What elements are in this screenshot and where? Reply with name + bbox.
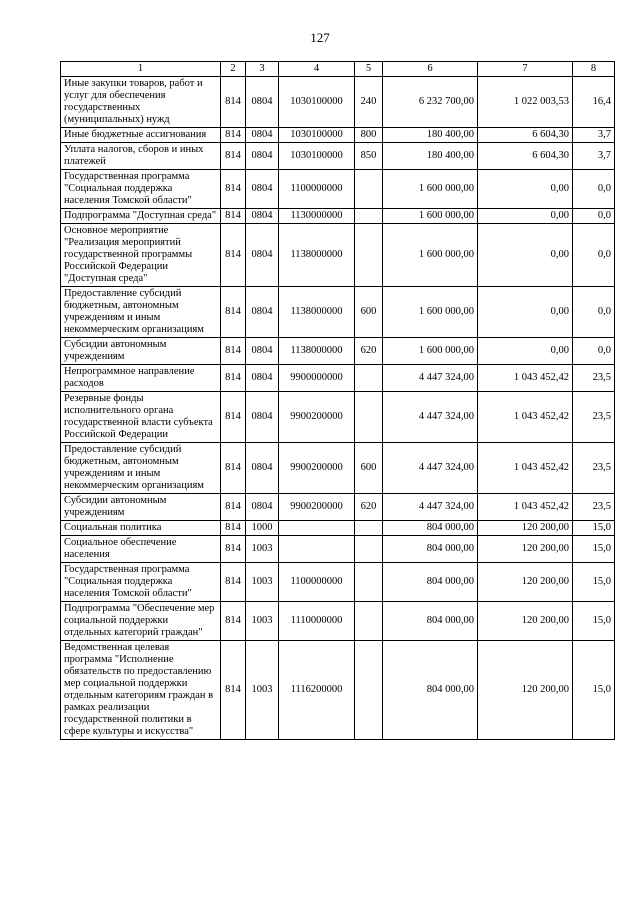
header-row — [61, 62, 615, 77]
planned-amount-cell: 804 000,00 — [383, 563, 478, 602]
execution-percent-cell: 0,0 — [573, 170, 615, 209]
section-code-cell: 0804 — [246, 443, 279, 494]
chief-admin-code-cell: 814 — [221, 602, 246, 641]
expense-type-code-cell — [355, 224, 383, 287]
executed-amount-cell: 0,00 — [478, 338, 573, 365]
chief-admin-code-cell: 814 — [221, 641, 246, 740]
row-name-cell: Иные бюджетные ассигнования — [61, 128, 221, 143]
row-name-cell: Государственная программа "Социальная поддержка населения Томской области" — [61, 563, 221, 602]
column-header: 7 — [478, 62, 573, 77]
row-name-cell: Подпрограмма "Обеспечение мер социальной поддержки отдельных категорий граждан" — [61, 602, 221, 641]
planned-amount-cell: 6 232 700,00 — [383, 77, 478, 128]
expense-type-code-cell: 620 — [355, 494, 383, 521]
planned-amount-cell: 4 447 324,00 — [383, 443, 478, 494]
target-item-code-cell: 9900200000 — [279, 392, 355, 443]
target-item-code-cell: 1030100000 — [279, 77, 355, 128]
section-code-cell: 0804 — [246, 392, 279, 443]
chief-admin-code-cell: 814 — [221, 77, 246, 128]
table-row — [61, 536, 615, 563]
table-row — [61, 563, 615, 602]
planned-amount-cell: 180 400,00 — [383, 128, 478, 143]
chief-admin-code-cell: 814 — [221, 536, 246, 563]
executed-amount-cell: 120 200,00 — [478, 602, 573, 641]
expense-type-code-cell — [355, 563, 383, 602]
expense-type-code-cell — [355, 365, 383, 392]
execution-percent-cell: 16,4 — [573, 77, 615, 128]
executed-amount-cell: 120 200,00 — [478, 536, 573, 563]
expense-type-code-cell — [355, 521, 383, 536]
chief-admin-code-cell: 814 — [221, 143, 246, 170]
execution-percent-cell: 0,0 — [573, 224, 615, 287]
execution-percent-cell: 23,5 — [573, 365, 615, 392]
execution-percent-cell: 15,0 — [573, 641, 615, 740]
planned-amount-cell: 1 600 000,00 — [383, 287, 478, 338]
row-name-cell: Государственная программа "Социальная поддержка населения Томской области" — [61, 170, 221, 209]
expense-type-code-cell — [355, 602, 383, 641]
page-number: 127 — [310, 30, 330, 45]
expense-type-code-cell — [355, 209, 383, 224]
section-code-cell: 1003 — [246, 536, 279, 563]
section-code-cell: 0804 — [246, 494, 279, 521]
expense-type-code-cell: 240 — [355, 77, 383, 128]
executed-amount-cell: 6 604,30 — [478, 143, 573, 170]
row-name-cell: Предоставление субсидий бюджетным, автономным учреждениям и иным некоммерческим организациям — [61, 287, 221, 338]
table-row — [61, 641, 615, 740]
row-name-cell: Уплата налогов, сборов и иных платежей — [61, 143, 221, 170]
chief-admin-code-cell: 814 — [221, 392, 246, 443]
execution-percent-cell: 15,0 — [573, 563, 615, 602]
executed-amount-cell: 0,00 — [478, 209, 573, 224]
target-item-code-cell: 1030100000 — [279, 128, 355, 143]
execution-percent-cell: 0,0 — [573, 209, 615, 224]
execution-percent-cell: 23,5 — [573, 443, 615, 494]
table-row — [61, 128, 615, 143]
row-name-cell: Ведомственная целевая программа "Исполнение обязательств по предоставлению мер социальной поддержки отдельным категориям граждан в рамках реализации государственной политики в сфере культуры и искусства" — [61, 641, 221, 740]
row-name-cell: Основное мероприятие "Реализация мероприятий государственной программы Российской Федерации "Доступная среда" — [61, 224, 221, 287]
chief-admin-code-cell: 814 — [221, 209, 246, 224]
chief-admin-code-cell: 814 — [221, 521, 246, 536]
expense-type-code-cell — [355, 392, 383, 443]
column-header: 2 — [221, 62, 246, 77]
section-code-cell: 0804 — [246, 365, 279, 392]
column-header: 8 — [573, 62, 615, 77]
executed-amount-cell: 0,00 — [478, 287, 573, 338]
execution-percent-cell: 0,0 — [573, 338, 615, 365]
target-item-code-cell: 1100000000 — [279, 170, 355, 209]
planned-amount-cell: 4 447 324,00 — [383, 494, 478, 521]
expense-type-code-cell: 600 — [355, 287, 383, 338]
executed-amount-cell: 1 043 452,42 — [478, 443, 573, 494]
executed-amount-cell: 120 200,00 — [478, 641, 573, 740]
planned-amount-cell: 1 600 000,00 — [383, 170, 478, 209]
planned-amount-cell: 1 600 000,00 — [383, 209, 478, 224]
expense-type-code-cell: 620 — [355, 338, 383, 365]
target-item-code-cell: 1110000000 — [279, 602, 355, 641]
row-name-cell: Социальное обеспечение населения — [61, 536, 221, 563]
section-code-cell: 0804 — [246, 209, 279, 224]
section-code-cell: 0804 — [246, 77, 279, 128]
table-row — [61, 77, 615, 128]
section-code-cell: 1003 — [246, 563, 279, 602]
section-code-cell: 1000 — [246, 521, 279, 536]
table-row — [61, 494, 615, 521]
executed-amount-cell: 1 043 452,42 — [478, 365, 573, 392]
column-header: 3 — [246, 62, 279, 77]
target-item-code-cell: 9900200000 — [279, 494, 355, 521]
expense-type-code-cell — [355, 641, 383, 740]
execution-percent-cell: 23,5 — [573, 494, 615, 521]
target-item-code-cell: 9900000000 — [279, 365, 355, 392]
chief-admin-code-cell: 814 — [221, 224, 246, 287]
expense-type-code-cell — [355, 170, 383, 209]
planned-amount-cell: 804 000,00 — [383, 536, 478, 563]
execution-percent-cell: 15,0 — [573, 521, 615, 536]
execution-percent-cell: 23,5 — [573, 392, 615, 443]
table-row — [61, 143, 615, 170]
executed-amount-cell: 1 043 452,42 — [478, 392, 573, 443]
section-code-cell: 1003 — [246, 602, 279, 641]
row-name-cell: Субсидии автономным учреждениям — [61, 338, 221, 365]
planned-amount-cell: 804 000,00 — [383, 641, 478, 740]
row-name-cell: Социальная политика — [61, 521, 221, 536]
executed-amount-cell: 0,00 — [478, 224, 573, 287]
target-item-code-cell: 1116200000 — [279, 641, 355, 740]
budget-table — [60, 61, 615, 740]
chief-admin-code-cell: 814 — [221, 494, 246, 521]
section-code-cell: 0804 — [246, 128, 279, 143]
column-header: 4 — [279, 62, 355, 77]
target-item-code-cell: 1138000000 — [279, 338, 355, 365]
expense-type-code-cell: 850 — [355, 143, 383, 170]
executed-amount-cell: 1 043 452,42 — [478, 494, 573, 521]
planned-amount-cell: 4 447 324,00 — [383, 392, 478, 443]
executed-amount-cell: 120 200,00 — [478, 563, 573, 602]
section-code-cell: 0804 — [246, 287, 279, 338]
chief-admin-code-cell: 814 — [221, 287, 246, 338]
chief-admin-code-cell: 814 — [221, 365, 246, 392]
execution-percent-cell: 15,0 — [573, 602, 615, 641]
target-item-code-cell: 1100000000 — [279, 563, 355, 602]
chief-admin-code-cell: 814 — [221, 170, 246, 209]
table-row — [61, 338, 615, 365]
target-item-code-cell: 1138000000 — [279, 224, 355, 287]
executed-amount-cell: 1 022 003,53 — [478, 77, 573, 128]
column-header: 1 — [61, 62, 221, 77]
expense-type-code-cell: 800 — [355, 128, 383, 143]
execution-percent-cell: 15,0 — [573, 536, 615, 563]
planned-amount-cell: 180 400,00 — [383, 143, 478, 170]
section-code-cell: 0804 — [246, 143, 279, 170]
executed-amount-cell: 120 200,00 — [478, 521, 573, 536]
table-row — [61, 521, 615, 536]
table-row — [61, 287, 615, 338]
row-name-cell: Предоставление субсидий бюджетным, автономным учреждениям и иным некоммерческим организациям — [61, 443, 221, 494]
planned-amount-cell: 1 600 000,00 — [383, 224, 478, 287]
column-header: 6 — [383, 62, 478, 77]
table-body — [61, 77, 615, 740]
planned-amount-cell: 804 000,00 — [383, 602, 478, 641]
table-row — [61, 170, 615, 209]
table-row — [61, 443, 615, 494]
target-item-code-cell: 1138000000 — [279, 287, 355, 338]
chief-admin-code-cell: 814 — [221, 443, 246, 494]
planned-amount-cell: 1 600 000,00 — [383, 338, 478, 365]
column-header: 5 — [355, 62, 383, 77]
expense-type-code-cell — [355, 536, 383, 563]
target-item-code-cell: 1030100000 — [279, 143, 355, 170]
row-name-cell: Иные закупки товаров, работ и услуг для обеспечения государственных (муниципальных) нужд — [61, 77, 221, 128]
row-name-cell: Субсидии автономным учреждениям — [61, 494, 221, 521]
section-code-cell: 1003 — [246, 641, 279, 740]
table-row — [61, 209, 615, 224]
target-item-code-cell — [279, 536, 355, 563]
section-code-cell: 0804 — [246, 338, 279, 365]
expense-type-code-cell: 600 — [355, 443, 383, 494]
target-item-code-cell: 9900200000 — [279, 443, 355, 494]
chief-admin-code-cell: 814 — [221, 338, 246, 365]
table-row — [61, 392, 615, 443]
planned-amount-cell: 4 447 324,00 — [383, 365, 478, 392]
target-item-code-cell — [279, 521, 355, 536]
executed-amount-cell: 6 604,30 — [478, 128, 573, 143]
row-name-cell: Подпрограмма "Доступная среда" — [61, 209, 221, 224]
row-name-cell: Непрограммное направление расходов — [61, 365, 221, 392]
table-row — [61, 602, 615, 641]
table-row — [61, 365, 615, 392]
table-row — [61, 224, 615, 287]
chief-admin-code-cell: 814 — [221, 563, 246, 602]
planned-amount-cell: 804 000,00 — [383, 521, 478, 536]
row-name-cell: Резервные фонды исполнительного органа государственной власти субъекта Российской Федерации — [61, 392, 221, 443]
executed-amount-cell: 0,00 — [478, 170, 573, 209]
section-code-cell: 0804 — [246, 224, 279, 287]
target-item-code-cell: 1130000000 — [279, 209, 355, 224]
execution-percent-cell: 3,7 — [573, 143, 615, 170]
execution-percent-cell: 0,0 — [573, 287, 615, 338]
section-code-cell: 0804 — [246, 170, 279, 209]
execution-percent-cell: 3,7 — [573, 128, 615, 143]
chief-admin-code-cell: 814 — [221, 128, 246, 143]
